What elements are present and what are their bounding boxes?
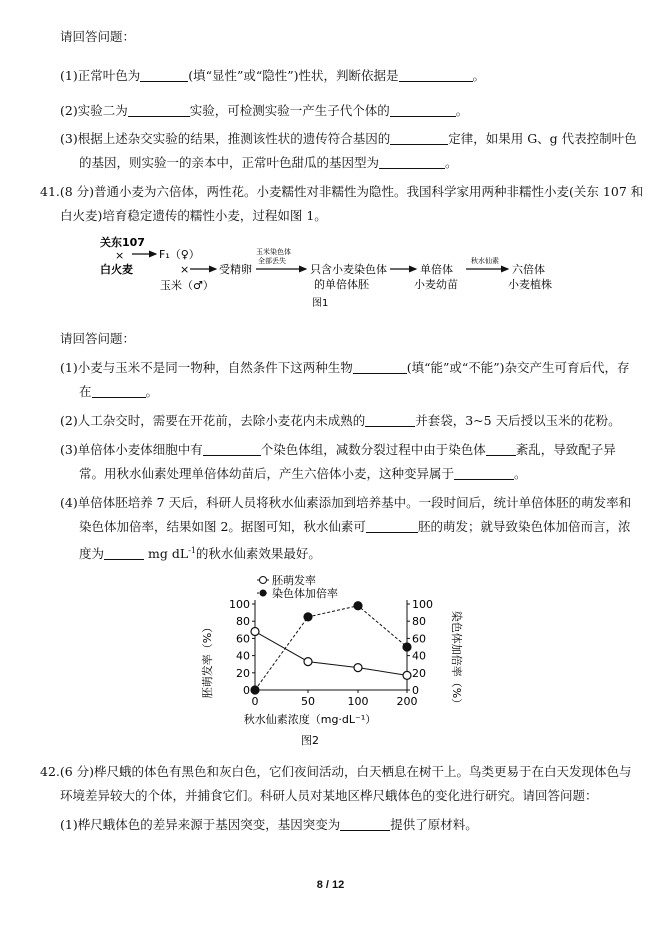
y-tick-label-left: 100 (229, 598, 250, 611)
q41-heading: 41.(8 分)普通小麦为六倍体，两性花。小麦糯性对非糯性为隐性。我国科学家用两种非糯性小麦(关东 107 和 (40, 184, 644, 199)
x-tick-label: 0 (251, 695, 259, 708)
q41-prompt: 请回答问题： (60, 331, 136, 346)
figure-1-caption: 图1 (312, 298, 329, 309)
data-point-germination (304, 658, 312, 666)
figure-2-chart (195, 568, 475, 748)
label-plant-2: 小麦植株 (508, 278, 552, 291)
label-seedling-2: 小麦幼苗 (414, 278, 458, 291)
label-plant-1: 六倍体 (512, 263, 545, 276)
cross-sign-1: × (115, 249, 125, 262)
figure-1-flowchart (98, 232, 558, 318)
x-tick-label: 50 (301, 695, 315, 708)
y-tick-label-right: 20 (412, 666, 426, 680)
label-embryo-1: 只含小麦染色体 (310, 263, 387, 276)
label-seedling-1: 单倍体 (420, 263, 453, 276)
q41-sub-4-cont2: 度为 mg $dL^{-1}$的秋水仙素效果最好。 (79, 546, 321, 562)
series-line-doubling (255, 606, 407, 690)
legend-label-doubling: 染色体加倍率 (272, 587, 338, 600)
data-point-doubling (304, 613, 312, 621)
y-tick-label-right: 100 (412, 598, 433, 611)
y-tick-label-left: 20 (236, 666, 250, 680)
q42-heading: 42.(6 分)桦尺蛾的体色有黑色和灰白色，它们夜间活动，白天栖息在树干上。鸟类更易于在白天发现体色与 (40, 764, 632, 779)
q41-sub-1-cont: 在 。 (79, 384, 159, 399)
q41-sub-1: (1)小麦与玉米不是同一物种，自然条件下这两种生物 (填“能”或“不能”)杂交产生可育后代，存 (60, 360, 630, 375)
question-3: (3)根据上述杂交实验的结果，推测该性状的遗传符合基因的 定律，如果用 G、g 代表控制叶色 (60, 131, 637, 146)
q41-heading-cont: 白火麦)培育稳定遗传的糯性小麦，过程如图 1。 (60, 208, 327, 223)
question-2: (2)实验二为 实验，可检测实验一产生子代个体的 。 (60, 103, 469, 118)
y-tick-label-right: 0 (412, 684, 419, 697)
y-tick-label-left: 0 (243, 684, 250, 697)
y-tick-label-left: 60 (236, 632, 250, 646)
x-tick-label: 100 (347, 695, 369, 708)
y-tick-label-right: 60 (412, 632, 426, 646)
label-f1: F₁（♀） (159, 248, 200, 261)
q41-sub-3: (3)单倍体小麦体细胞中有 个染色体组，减数分裂过程中由于染色体 紊乱，导致配子异 (60, 442, 616, 457)
cross-sign-2: × (180, 263, 190, 276)
prompt-text: 请回答问题： (60, 29, 136, 44)
legend-label-germination: 胚萌发率 (272, 574, 316, 587)
data-point-doubling (403, 643, 411, 651)
arrow-note-2: 全部丢失 (258, 257, 286, 265)
arrow-note-3: 秋水仙素 (471, 257, 499, 265)
q42-heading-cont: 环境差异较大的个体，并捕食它们。科研人员对某地区桦尺蛾体色的变化进行研究。请回答问题： (60, 788, 598, 803)
y-tick-label-left: 80 (236, 615, 250, 629)
q41-sub-4: (4)单倍体胚培养 7 天后，科研人员将秋水仙素添加到培养基中。一段时间后，统计单倍体胚的萌发率和 (60, 495, 632, 510)
chart-legend (257, 573, 338, 600)
figure-2-caption: 图2 (301, 734, 319, 747)
data-point-doubling (354, 602, 362, 610)
label-maize: 玉米（♂） (160, 279, 214, 292)
label-embryo-2: 的单倍体胚 (314, 278, 369, 291)
arrow-note-1: 玉米染色体 (256, 248, 291, 256)
label-baihuomai: 白火麦 (100, 263, 133, 276)
question-3-cont: 的基因，则实验一的亲本中，正常叶色甜瓜的基因型为 。 (79, 155, 458, 170)
y-axis-left-label: 胚萌发率（%） (201, 621, 214, 699)
data-point-germination (354, 664, 362, 672)
x-tick-label: 200 (396, 695, 418, 708)
data-point-doubling (251, 686, 259, 694)
y-tick-label-left: 40 (236, 649, 250, 663)
q41-sub-3-cont: 常。用秋水仙素处理单倍体幼苗后，产生六倍体小麦，这种变异属于 。 (79, 466, 527, 481)
data-point-germination (403, 671, 411, 679)
x-axis-label: 秋水仙素浓度（mg·dL⁻¹） (243, 713, 377, 726)
label-zygote: 受精卵 (219, 263, 252, 276)
y-tick-label-right: 40 (412, 649, 426, 663)
series-line-germination (255, 632, 407, 676)
q41-sub-4-cont: 染色体加倍率，结果如图 2。据图可知，秋水仙素可 胚的萌发；就导致染色体加倍而言，浓 (79, 519, 631, 534)
y-tick-label-right: 80 (412, 615, 426, 629)
q41-sub-2: (2)人工杂交时，需要在开花前，去除小麦花内未成熟的 并套袋，3~5 天后授以玉米的花粉。 (60, 413, 621, 428)
page-number: 8 / 12 (316, 879, 345, 891)
label-guandong: 关东107 (100, 236, 145, 249)
y-axis-right-label: 染色体加倍率（%） (450, 610, 463, 710)
q42-sub-1: (1)桦尺蛾体色的差异来源于基因突变，基因突变为 提供了原材料。 (60, 817, 478, 832)
legend-marker-doubling (260, 590, 267, 597)
question-1: (1)正常叶色为 (填“显性”或“隐性”)性状，判断依据是 。 (60, 68, 486, 83)
legend-marker-germination (260, 577, 267, 584)
data-point-germination (251, 628, 259, 636)
